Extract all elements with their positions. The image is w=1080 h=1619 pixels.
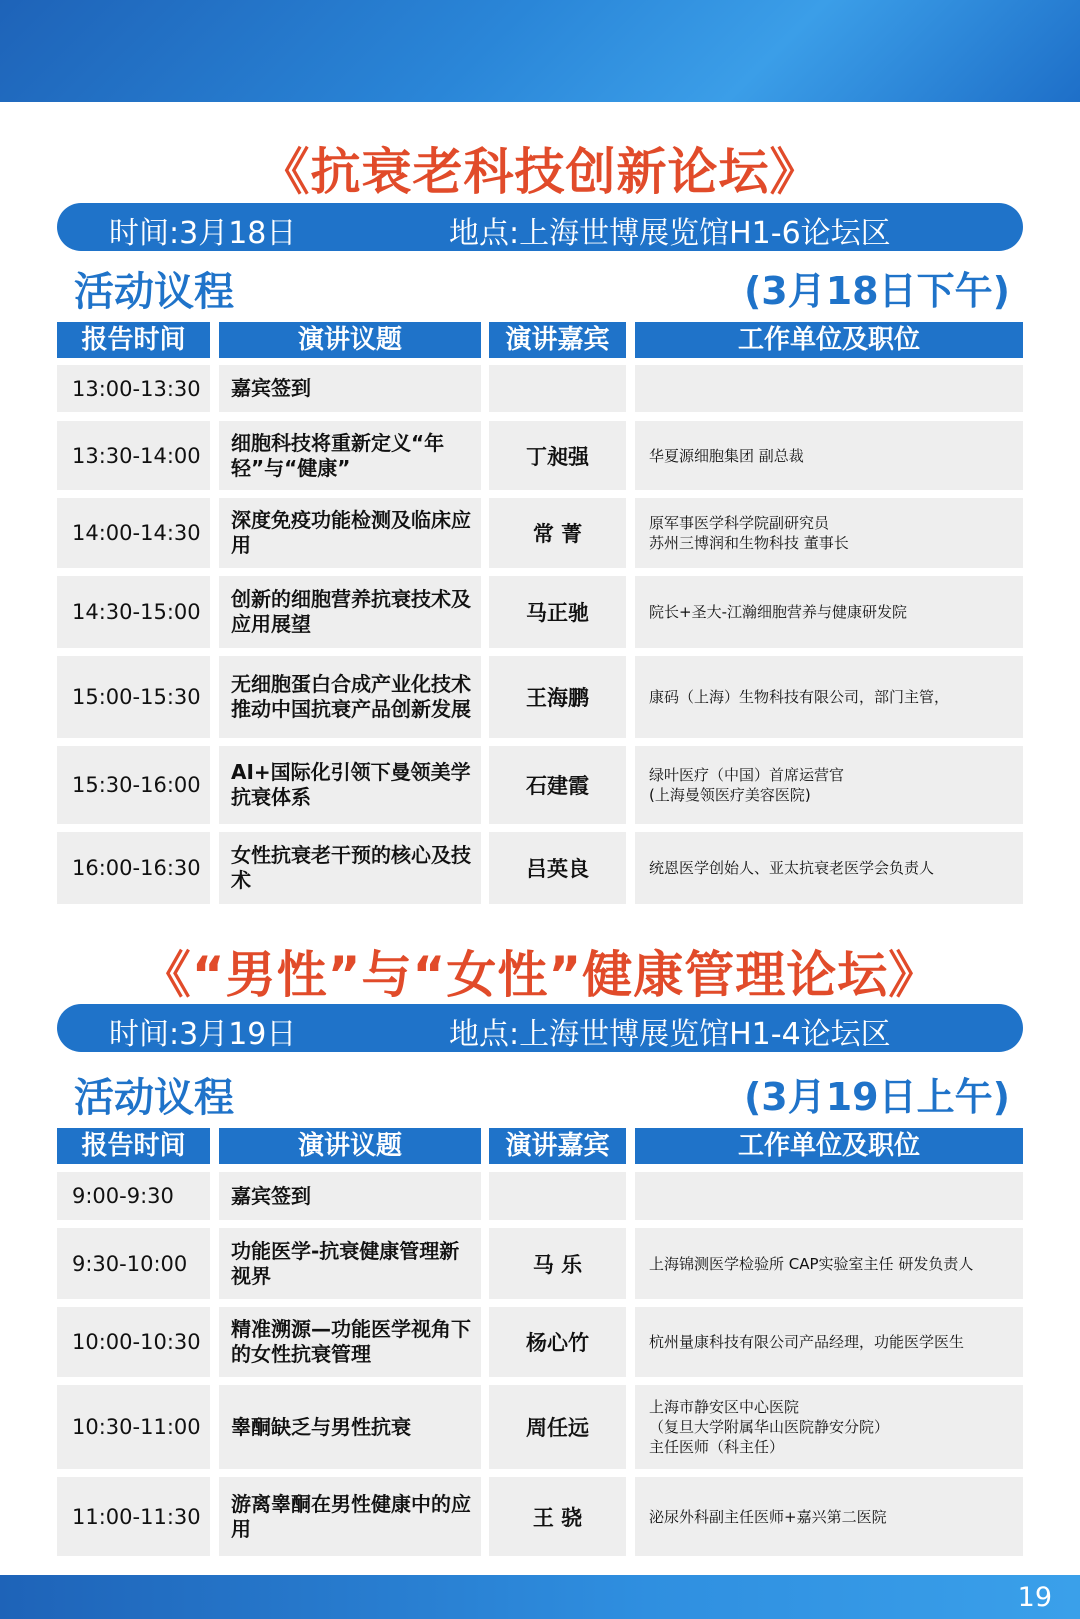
row-speaker: 常 菁	[489, 498, 626, 568]
row-topic: 功能医学-抗衰健康管理新视界	[219, 1228, 481, 1299]
row-organization: 原军事医学科学院副研究员 苏州三博润和生物科技 董事长	[635, 498, 1023, 568]
row-organization: 杭州量康科技有限公司产品经理，功能医学医生	[635, 1307, 1023, 1377]
row-topic: AI+国际化引领下曼领美学抗衰体系	[219, 746, 481, 824]
row-speaker: 丁昶强	[489, 421, 626, 490]
table-row	[57, 1172, 1023, 1220]
forum-time: 时间:3月18日	[109, 216, 297, 251]
table-header	[57, 322, 1023, 358]
header-speaker: 演讲嘉宾	[489, 1128, 626, 1164]
row-topic: 细胞科技将重新定义“年轻”与“健康”	[219, 421, 481, 490]
header-topic: 演讲议题	[219, 1128, 481, 1164]
row-time: 15:30-16:00	[57, 746, 210, 824]
row-speaker: 吕英良	[489, 832, 626, 904]
row-topic: 创新的细胞营养抗衰技术及应用展望	[219, 576, 481, 648]
forum-place: 地点:上海世博展览馆H1-6论坛区	[449, 216, 891, 251]
agenda-title: 活动议程	[74, 1075, 234, 1121]
row-speaker: 马 乐	[489, 1228, 626, 1299]
row-time: 14:00-14:30	[57, 498, 210, 568]
row-speaker	[489, 1172, 626, 1220]
row-speaker: 周任远	[489, 1385, 626, 1469]
table-row	[57, 746, 1023, 824]
row-organization: 统恩医学创始人、亚太抗衰老医学会负责人	[635, 832, 1023, 904]
page-number: 19	[1017, 1582, 1052, 1613]
table-row	[57, 365, 1023, 412]
row-speaker: 马正驰	[489, 576, 626, 648]
table-row	[57, 1385, 1023, 1469]
table-row	[57, 1228, 1023, 1299]
agenda-title: 活动议程	[74, 269, 234, 315]
row-topic: 睾酮缺乏与男性抗衰	[219, 1385, 481, 1469]
header-topic: 演讲议题	[219, 322, 481, 358]
row-time: 10:00-10:30	[57, 1307, 210, 1377]
table-row	[57, 832, 1023, 904]
row-organization	[635, 1172, 1023, 1220]
forum-info-bar	[57, 203, 1023, 251]
row-time: 9:00-9:30	[57, 1172, 210, 1220]
row-speaker: 石建霞	[489, 746, 626, 824]
row-topic: 嘉宾签到	[219, 365, 481, 412]
row-time: 14:30-15:00	[57, 576, 210, 648]
header-organization: 工作单位及职位	[635, 322, 1023, 358]
forum-info-bar	[57, 1004, 1023, 1052]
table-row	[57, 576, 1023, 648]
table-row	[57, 1477, 1023, 1556]
row-organization: 上海锦测医学检验所 CAP实验室主任 研发负责人	[635, 1228, 1023, 1299]
table-row	[57, 498, 1023, 568]
row-organization: 院长+圣大-江瀚细胞营养与健康研发院	[635, 576, 1023, 648]
row-speaker	[489, 365, 626, 412]
row-topic: 游离睾酮在男性健康中的应用	[219, 1477, 481, 1556]
row-topic: 女性抗衰老干预的核心及技术	[219, 832, 481, 904]
forum-title: 《“男性”与“女性”健康管理论坛》	[140, 946, 940, 1004]
header-speaker: 演讲嘉宾	[489, 322, 626, 358]
top-banner	[0, 0, 1080, 102]
table-row	[57, 656, 1023, 738]
row-topic: 嘉宾签到	[219, 1172, 481, 1220]
row-organization: 华夏源细胞集团 副总裁	[635, 421, 1023, 490]
row-time: 15:00-15:30	[57, 656, 210, 738]
row-time: 9:30-10:00	[57, 1228, 210, 1299]
row-organization: 泌尿外科副主任医师+嘉兴第二医院	[635, 1477, 1023, 1556]
table-header	[57, 1128, 1023, 1164]
row-time: 10:30-11:00	[57, 1385, 210, 1469]
row-speaker: 王 骁	[489, 1477, 626, 1556]
agenda-session: (3月19日上午)	[743, 1075, 1010, 1119]
table-row	[57, 421, 1023, 490]
agenda-session: (3月18日下午)	[743, 269, 1010, 313]
forum-time: 时间:3月19日	[109, 1017, 297, 1052]
forum-title: 《抗衰老科技创新论坛》	[259, 143, 821, 201]
header-time: 报告时间	[57, 1128, 210, 1164]
row-speaker: 杨心竹	[489, 1307, 626, 1377]
forum-place: 地点:上海世博展览馆H1-4论坛区	[449, 1017, 891, 1052]
header-time: 报告时间	[57, 322, 210, 358]
bottom-banner	[0, 1575, 1080, 1619]
row-organization: 上海市静安区中心医院 （复旦大学附属华山医院静安分院） 主任医师（科主任）	[635, 1385, 1023, 1469]
header-organization: 工作单位及职位	[635, 1128, 1023, 1164]
row-organization: 康码（上海）生物科技有限公司，部门主管，	[635, 656, 1023, 738]
row-speaker: 王海鹏	[489, 656, 626, 738]
row-organization	[635, 365, 1023, 412]
row-topic: 深度免疫功能检测及临床应用	[219, 498, 481, 568]
row-time: 11:00-11:30	[57, 1477, 210, 1556]
row-time: 13:30-14:00	[57, 421, 210, 490]
row-time: 13:00-13:30	[57, 365, 210, 412]
row-time: 16:00-16:30	[57, 832, 210, 904]
row-topic: 无细胞蛋白合成产业化技术推动中国抗衰产品创新发展	[219, 656, 481, 738]
table-row	[57, 1307, 1023, 1377]
row-topic: 精准溯源—功能医学视角下的女性抗衰管理	[219, 1307, 481, 1377]
row-organization: 绿叶医疗（中国）首席运营官 (上海曼领医疗美容医院)	[635, 746, 1023, 824]
